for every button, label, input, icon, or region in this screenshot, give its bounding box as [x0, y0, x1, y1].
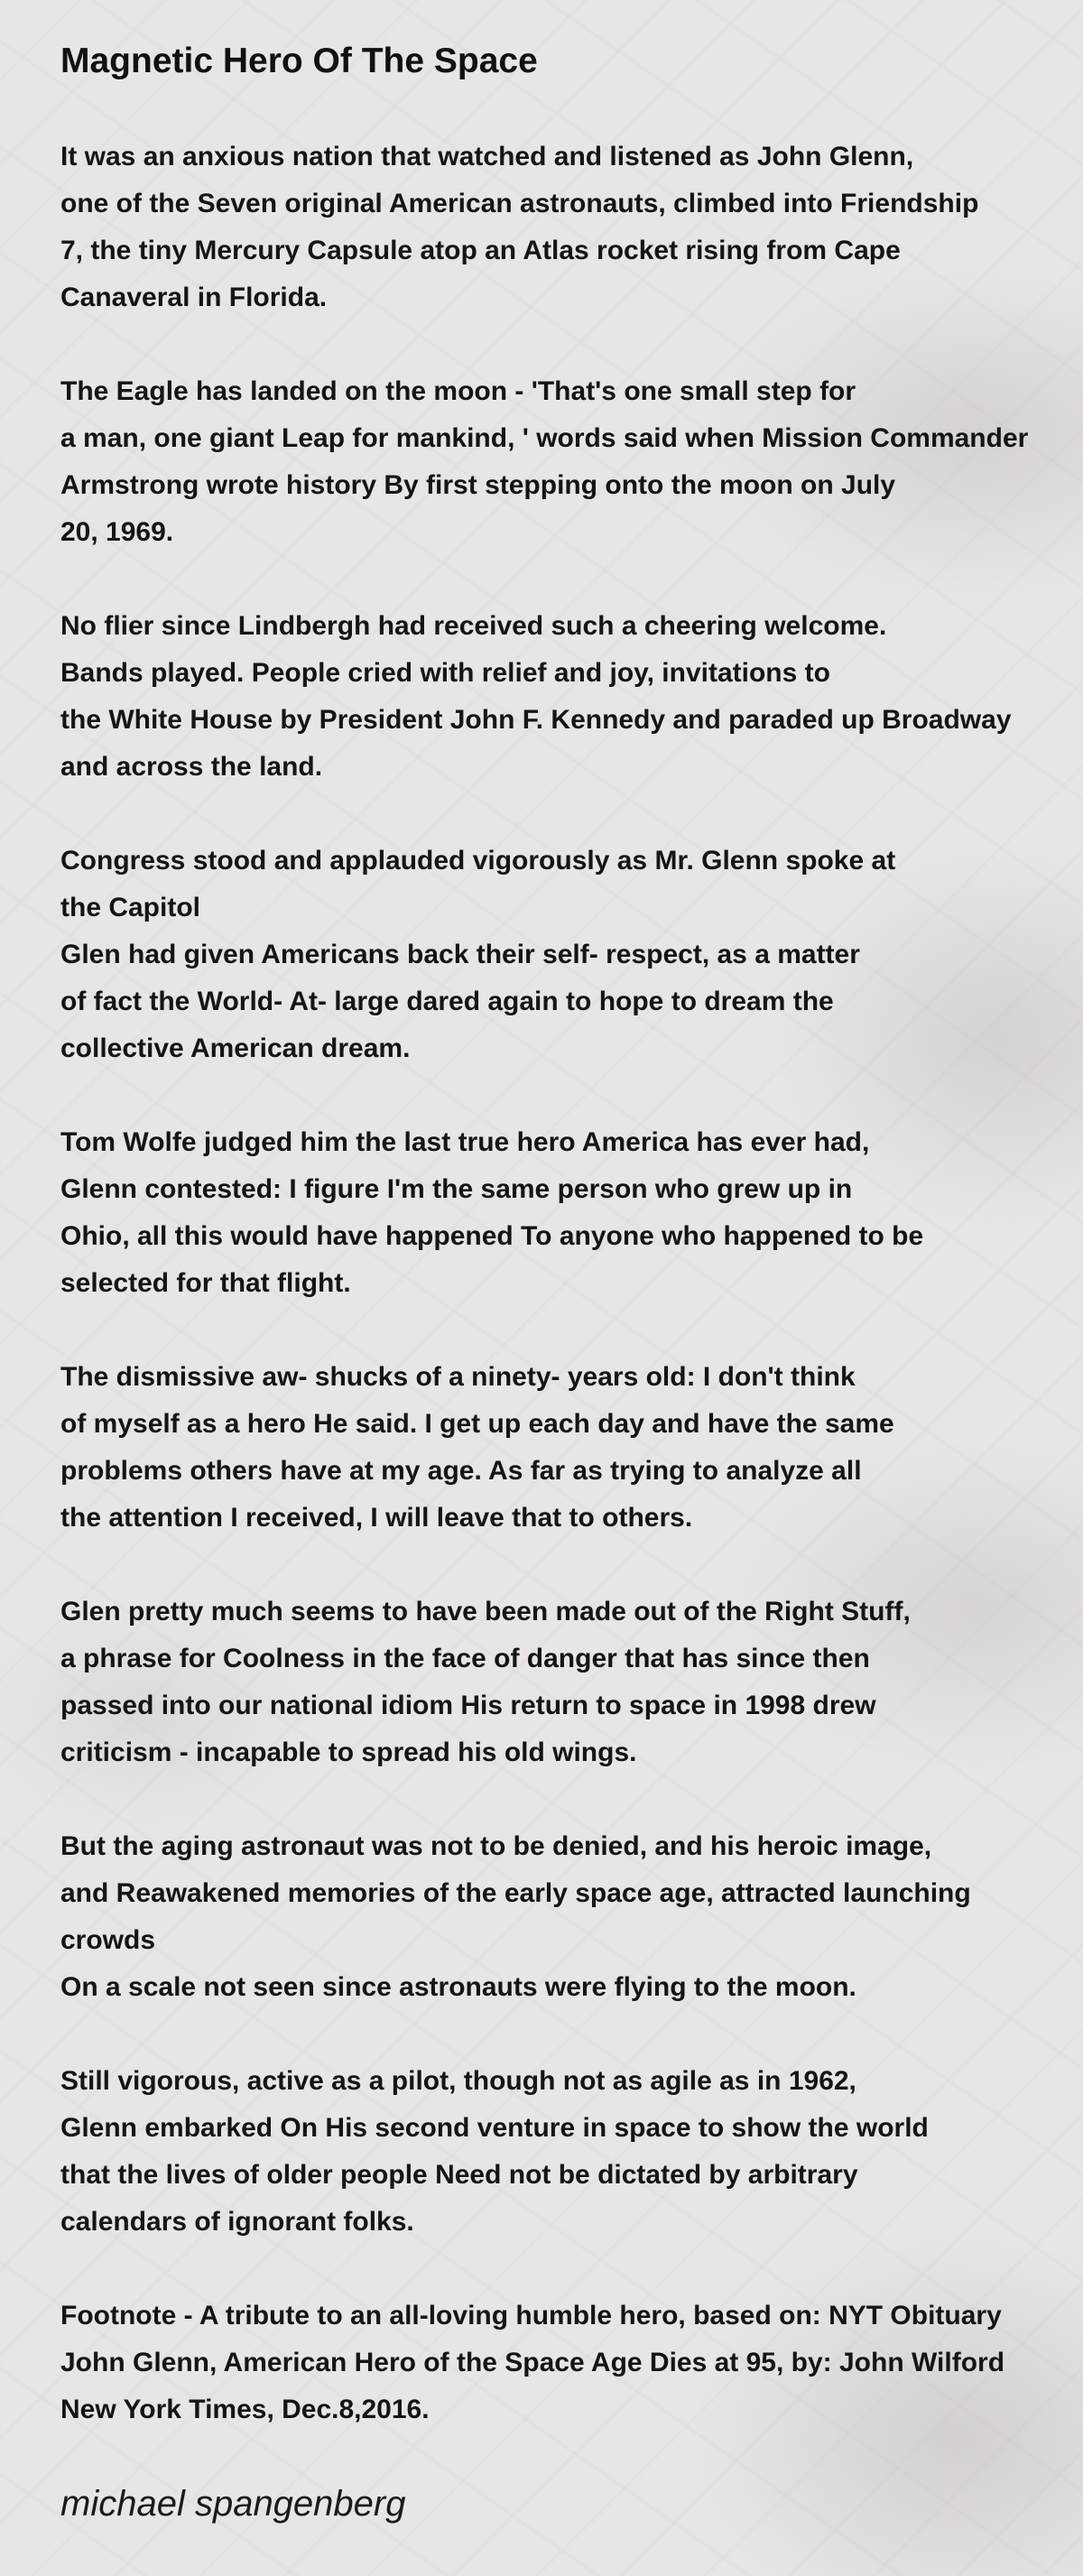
poem-line: Footnote - A tribute to an all-loving humble hero, based on: NYT Obituary: [60, 2301, 1002, 2330]
poem-line: Canaveral in Florida.: [60, 283, 328, 312]
poem-author: michael spangenberg: [60, 2484, 406, 2524]
poem-line: Glenn contested: I figure I'm the same person who grew up in: [60, 1174, 853, 1204]
poem-line: The Eagle has landed on the moon - 'That's one small step for: [60, 376, 856, 406]
poem-line: New York Times, Dec.8,2016.: [60, 2395, 430, 2424]
stanza: [60, 603, 1083, 791]
poem-line: Congress stood and applauded vigorously as Mr. Glenn spoke at: [60, 846, 896, 876]
poem-line: On a scale not seen since astronauts were flying to the moon.: [60, 1972, 856, 2002]
stanza: [60, 2293, 1083, 2433]
poem-line: the Capitol: [60, 893, 200, 922]
stanza: [60, 838, 1083, 1072]
poem-line: selected for that flight.: [60, 1268, 351, 1298]
poem-line: No flier since Lindbergh had received such a cheering welcome.: [60, 611, 887, 641]
poem-body: [60, 134, 1083, 2480]
poem-line: 20, 1969.: [60, 517, 174, 547]
poem-line: Tom Wolfe judged him the last true hero America has ever had,: [60, 1127, 870, 1157]
poem-line: the White House by President John F. Kennedy and paraded up Broadway: [60, 705, 1012, 735]
poem-line: a man, one giant Leap for mankind, ' words said when Mission Commander: [60, 423, 1029, 453]
poem-line: that the lives of older people Need not be dictated by arbitrary: [60, 2160, 858, 2190]
poem-line: and Reawakened memories of the early space age, attracted launching: [60, 1878, 971, 1908]
stanza: [60, 368, 1083, 556]
stanza: [60, 2058, 1083, 2246]
poem-line: calendars of ignorant folks.: [60, 2207, 414, 2237]
poem-line: of myself as a hero He said. I get up each day and have the same: [60, 1409, 894, 1439]
poem-line: problems others have at my age. As far as trying to analyze all: [60, 1456, 862, 1486]
poem-line: The dismissive aw- shucks of a ninety- years old: I don't think: [60, 1362, 856, 1392]
poem-line: Glen pretty much seems to have been made out of the Right Stuff,: [60, 1597, 911, 1626]
poem-line: and across the land.: [60, 752, 323, 782]
poem-line: criticism - incapable to spread his old wings.: [60, 1737, 637, 1767]
poem-line: one of the Seven original American astronauts, climbed into Friendship: [60, 189, 979, 218]
poem-line: crowds: [60, 1925, 156, 1955]
stanza: [60, 134, 1083, 321]
poem-title: Magnetic Hero Of The Space: [60, 42, 538, 80]
poem-line: Glenn embarked On His second venture in space to show the world: [60, 2113, 929, 2143]
poem-line: the attention I received, I will leave that to others.: [60, 1503, 693, 1533]
poem-line: Glen had given Americans back their self- respect, as a matter: [60, 940, 860, 969]
poem-line: John Glenn, American Hero of the Space Age Dies at 95, by: John Wilford: [60, 2348, 1005, 2377]
poem-line: Ohio, all this would have happened To anyone who happened to be: [60, 1221, 924, 1251]
poem-line: passed into our national idiom His return to space in 1998 drew: [60, 1691, 876, 1720]
poem-line: of fact the World- At- large dared again to hope to dream the: [60, 987, 834, 1016]
poem-line: It was an anxious nation that watched and listened as John Glenn,: [60, 142, 914, 171]
poem-line: 7, the tiny Mercury Capsule atop an Atlas rocket rising from Cape: [60, 236, 901, 265]
poem-line: a phrase for Coolness in the face of danger that has since then: [60, 1644, 870, 1673]
stanza: [60, 1823, 1083, 2011]
stanza: [60, 1354, 1083, 1542]
stanza: [60, 1589, 1083, 1776]
poem-line: Still vigorous, active as a pilot, though not as agile as in 1962,: [60, 2066, 856, 2096]
poem-line: Armstrong wrote history By first stepping onto the moon on July: [60, 470, 896, 500]
poem-line: Bands played. People cried with relief and joy, invitations to: [60, 658, 830, 688]
poem-line: collective American dream.: [60, 1033, 411, 1063]
stanza: [60, 1119, 1083, 1307]
poem-line: But the aging astronaut was not to be denied, and his heroic image,: [60, 1831, 932, 1861]
